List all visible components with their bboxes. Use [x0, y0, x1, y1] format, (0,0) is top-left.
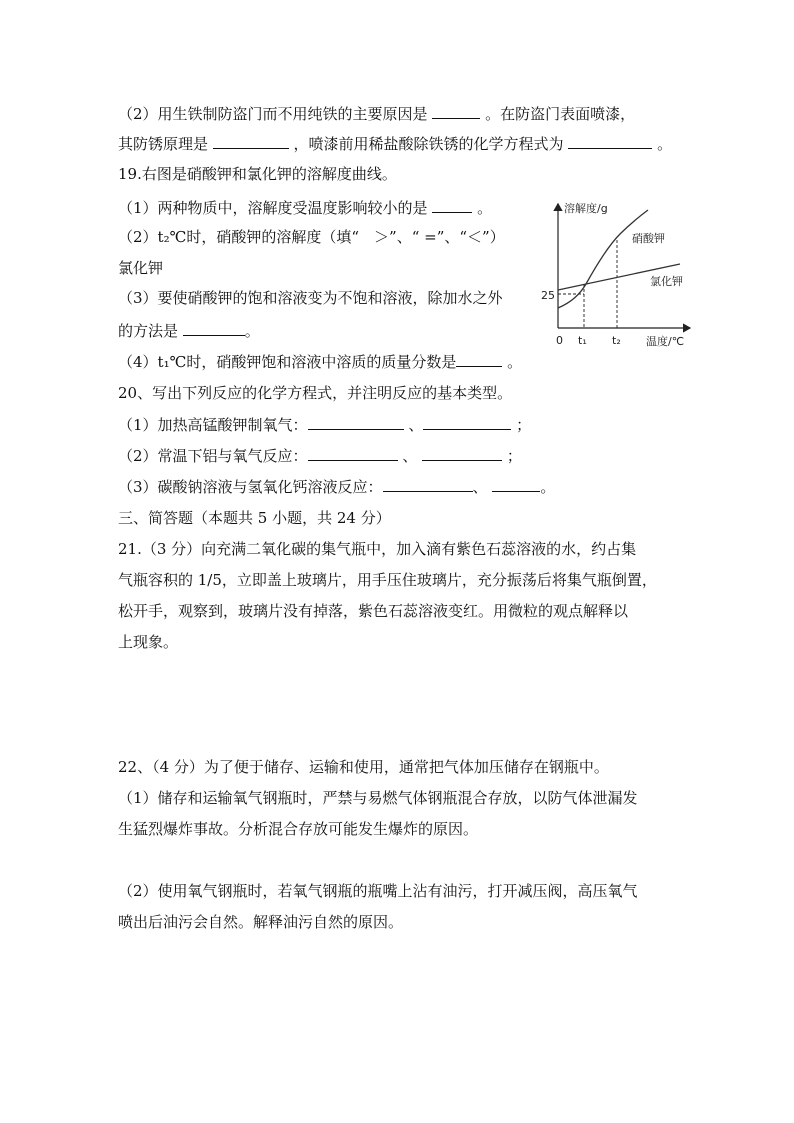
q19-part-4: （4）t₁℃时，硝酸钾饱和溶液中溶质的质量分数是 。 — [118, 350, 522, 373]
q19-part-2: （2）t₂℃时，硝酸钾的溶解度（填“ ＞”、“ =”、“＜”） — [118, 228, 505, 246]
solubility-chart — [540, 198, 696, 350]
q19-part-2-cont: 氯化钾 — [118, 259, 164, 277]
answer-blank[interactable] — [568, 132, 652, 149]
q19-part-1: （1）两种物质中，溶解度受温度影响较小的是 。 — [118, 196, 492, 219]
x-tick-0: 0 — [556, 334, 563, 347]
x-tick-t2: t₂ — [612, 334, 621, 347]
answer-blank[interactable] — [183, 319, 245, 336]
answer-blank[interactable] — [492, 475, 540, 492]
q19-title: 19.右图是硝酸钾和氯化钾的溶解度曲线。 — [118, 165, 397, 183]
answer-blank[interactable] — [383, 475, 473, 492]
answer-blank[interactable] — [213, 132, 289, 149]
answer-blank[interactable] — [432, 102, 480, 119]
q22-line-3: 生猛烈爆炸事故。分析混合存放可能发生爆炸的原因。 — [118, 820, 479, 838]
q22-line-5: 喷出后油污会自然。解释油污自然的原因。 — [118, 913, 404, 931]
q21-line-1: 21.（3 分）向充满二氧化碳的集气瓶中，加入滴有紫色石蕊溶液的水，约占集 — [118, 540, 637, 558]
q18-line-2: 其防锈原理是 ，喷漆前用稀盐酸除铁锈的化学方程式为 。 — [118, 132, 672, 155]
q22-line-4: （2）使用氧气钢瓶时，若氧气钢瓶的瓶嘴上沾有油污，打开减压阀，高压氧气 — [118, 882, 638, 900]
q18-line-1: （2）用生铁制防盗门而不用纯铁的主要原因是 。在防盗门表面喷漆， — [118, 102, 635, 125]
series-label-kcl: 氯化钾 — [650, 275, 683, 288]
section-heading: 三、简答题（本题共 5 小题，共 24 分） — [118, 509, 391, 527]
answer-blank[interactable] — [432, 196, 472, 213]
q21-line-2: 气瓶容积的 1/5，立即盖上玻璃片，用手压住玻璃片，充分振荡后将集气瓶倒置， — [118, 571, 657, 589]
q20-part-2: （2）常温下铝与氧气反应： 、 ； — [118, 444, 522, 467]
q20-title: 20、写出下列反应的化学方程式，并注明反应的基本类型。 — [118, 384, 513, 402]
q22-line-2: （1）储存和运输氧气钢瓶时，严禁与易燃气体钢瓶混合存放，以防气体泄漏发 — [118, 789, 638, 807]
q21-line-4: 上现象。 — [118, 633, 179, 651]
series-label-kno3: 硝酸钾 — [632, 232, 665, 245]
q20-part-3: （3）碳酸钠溶液与氢氧化钙溶液反应： 、 。 — [118, 475, 555, 498]
x-axis-label: 温度/℃ — [646, 335, 685, 348]
series-kno3-curve — [558, 210, 648, 308]
y-axis-label: 溶解度/g — [564, 202, 608, 215]
q22-line-1: 22、（4 分）为了便于储存、运输和使用，通常把气体加压储存在钢瓶中。 — [118, 758, 609, 776]
q21-line-3: 松开手，观察到，玻璃片没有掉落，紫色石蕊溶液变红。用微粒的观点解释以 — [118, 602, 629, 620]
x-tick-t1: t₁ — [578, 334, 587, 347]
answer-blank[interactable] — [422, 444, 502, 461]
answer-blank[interactable] — [308, 413, 404, 430]
q20-part-1: （1）加热高锰酸钾制氧气： 、 ； — [118, 413, 531, 436]
q19-part-3: （3）要使硝酸钾的饱和溶液变为不饱和溶液，除加水之外 — [118, 289, 503, 307]
answer-blank[interactable] — [423, 413, 511, 430]
y-tick-25: 25 — [541, 289, 555, 302]
q19-part-3-cont: 的方法是 。 — [118, 319, 260, 342]
answer-blank[interactable] — [456, 350, 502, 367]
answer-blank[interactable] — [308, 444, 398, 461]
